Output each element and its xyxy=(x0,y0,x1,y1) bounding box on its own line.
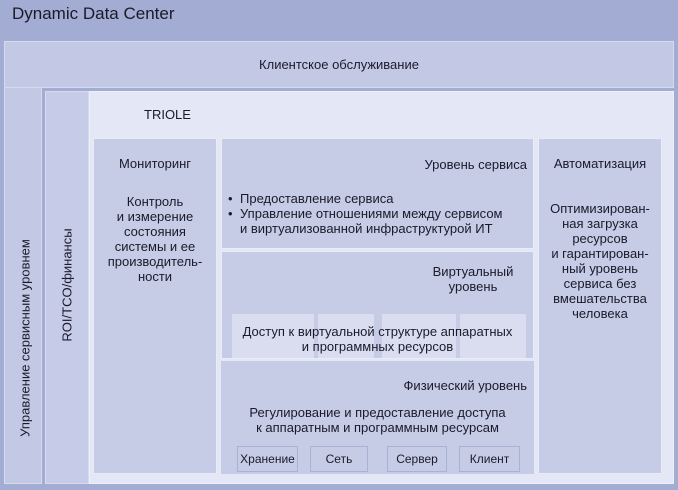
server-chip: Сервер xyxy=(387,446,447,472)
automation-line: Оптимизирован- xyxy=(550,201,650,216)
customer-service-label: Клиентское обслуживание xyxy=(259,57,419,72)
physical-level-title: Физический уровень xyxy=(403,378,527,393)
monitoring-line: ности xyxy=(137,269,173,284)
virtual-level-title-line: уровень xyxy=(448,279,498,294)
automation-description xyxy=(539,201,661,321)
service-level-management-band xyxy=(4,41,42,484)
client-chip: Клиент xyxy=(459,446,520,472)
monitoring-box xyxy=(93,138,217,474)
automation-title: Автоматизация xyxy=(553,156,647,171)
network-chip: Сеть xyxy=(310,446,368,472)
virtual-level-desc-line: Доступ к виртуальной структуре аппаратных xyxy=(242,324,513,339)
diagram-title: Dynamic Data Center xyxy=(12,4,175,23)
monitoring-line: системы и ее xyxy=(114,239,196,254)
physical-level-box xyxy=(221,361,534,474)
monitoring-line: состояния xyxy=(124,224,186,239)
physical-level-description xyxy=(222,405,533,435)
monitoring-description xyxy=(94,194,216,284)
physical-level-desc-line: к аппаратным и программным ресурсам xyxy=(256,420,499,435)
roi-tco-label: ROI/TCO/финансы xyxy=(59,228,75,342)
roi-tco-band xyxy=(45,91,89,484)
service-level-management-label: Управление сервисным уровнем xyxy=(17,239,33,437)
monitoring-title: Мониторинг xyxy=(118,156,192,171)
monitoring-line: Контроль xyxy=(126,194,184,209)
service-level-list xyxy=(228,191,533,236)
service-level-item-continuation: и виртуализованной инфраструктурой ИТ xyxy=(240,221,493,236)
automation-line: ный уровень xyxy=(561,261,639,276)
service-level-title: Уровень сервиса xyxy=(424,157,527,172)
customer-service-band xyxy=(4,41,674,88)
virtual-level-desc-line: и программных ресурсов xyxy=(301,339,454,354)
virtual-level-description xyxy=(222,324,533,354)
virtual-level-title xyxy=(423,264,523,294)
automation-line: ресурсов xyxy=(572,231,628,246)
virtual-level-title-line: Виртуальный xyxy=(432,264,514,279)
automation-line: ная загрузка xyxy=(562,216,638,231)
automation-line: и гарантирован- xyxy=(551,246,649,261)
monitoring-line: производитель- xyxy=(107,254,203,269)
service-level-item: • Управление отношениями между сервисом xyxy=(228,206,533,221)
automation-box xyxy=(538,138,662,474)
physical-level-desc-line: Регулирование и предоставление доступа xyxy=(249,405,506,420)
service-level-item: • Предоставление сервиса xyxy=(228,191,533,206)
storage-chip: Хранение xyxy=(237,446,298,472)
automation-line: вмешательства xyxy=(553,291,647,306)
monitoring-line: и измерение xyxy=(116,209,194,224)
triole-label: TRIOLE xyxy=(144,107,191,122)
automation-line: сервиса без xyxy=(563,276,637,291)
virtual-level-box xyxy=(221,251,534,359)
service-level-box xyxy=(221,138,534,249)
automation-line: человека xyxy=(572,306,628,321)
